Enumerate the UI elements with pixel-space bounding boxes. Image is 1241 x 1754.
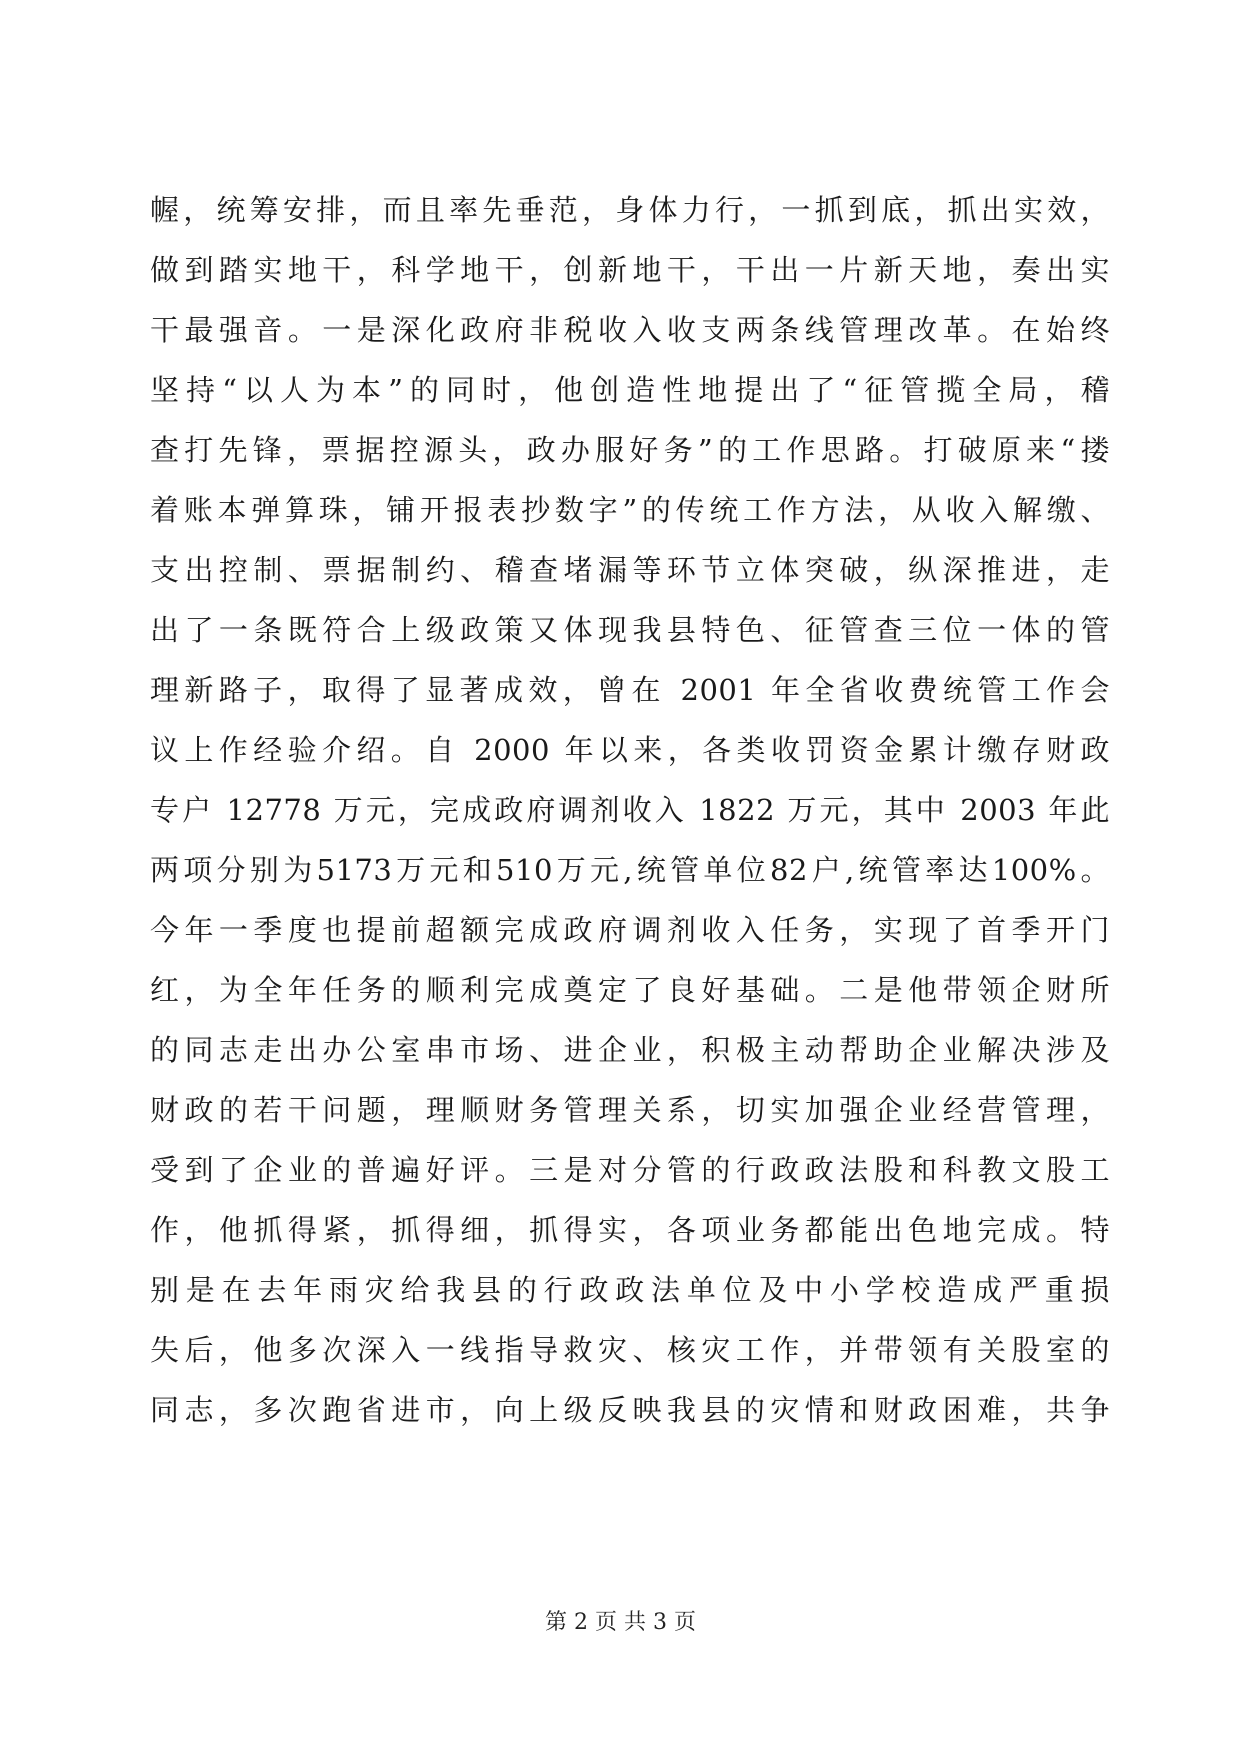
text-line: 查打先锋，票据控源头，政办服好务”的工作思路。打破原来“搂 (150, 433, 1110, 467)
text-line: 出了一条既符合上级政策又体现我县特色、征管查三位一体的管 (150, 613, 1110, 647)
text-line: 的同志走出办公室串市场、进企业，积极主动帮助企业解决涉及 (150, 1033, 1110, 1067)
text-line: 做到踏实地干，科学地干，创新地干，干出一片新天地，奏出实 (150, 253, 1110, 287)
page-number-footer: 第 2 页 共 3 页 (545, 1610, 696, 1635)
text-line: 红，为全年任务的顺利完成奠定了良好基础。二是他带领企财所 (150, 973, 1110, 1007)
text-line: 作，他抓得紧，抓得细，抓得实，各项业务都能出色地完成。特 (150, 1213, 1110, 1247)
text-line: 专户 12778 万元，完成政府调剂收入 1822 万元，其中 2003 年此 (150, 793, 1110, 827)
text-line: 今年一季度也提前超额完成政府调剂收入任务，实现了首季开门 (150, 913, 1110, 947)
text-line: 着账本弹算珠，铺开报表抄数字”的传统工作方法，从收入解缴、 (150, 493, 1110, 527)
text-line: 幄，统筹安排，而且率先垂范，身体力行，一抓到底，抓出实效， (150, 193, 1110, 227)
text-line: 干最强音。一是深化政府非税收入收支两条线管理改革。在始终 (150, 313, 1110, 347)
text-line: 议上作经验介绍。自 2000 年以来，各类收罚资金累计缴存财政 (150, 733, 1110, 767)
text-line: 同志，多次跑省进市，向上级反映我县的灾情和财政困难，共争 (150, 1393, 1110, 1427)
text-line: 坚持“以人为本”的同时，他创造性地提出了“征管揽全局，稽 (150, 373, 1110, 407)
body-text (150, 180, 1110, 1440)
text-line: 理新路子，取得了显著成效，曾在 2001 年全省收费统管工作会 (150, 673, 1110, 707)
text-line: 受到了企业的普遍好评。三是对分管的行政政法股和科教文股工 (150, 1153, 1110, 1187)
text-line: 两项分别为5173万元和510万元,统管单位82户,统管率达100%。 (150, 853, 1110, 887)
text-line: 失后，他多次深入一线指导救灾、核灾工作，并带领有关股室的 (150, 1333, 1110, 1367)
text-line: 支出控制、票据制约、稽查堵漏等环节立体突破，纵深推进，走 (150, 553, 1110, 587)
text-line: 别是在去年雨灾给我县的行政政法单位及中小学校造成严重损 (150, 1273, 1110, 1307)
text-line: 财政的若干问题，理顺财务管理关系，切实加强企业经营管理， (150, 1093, 1110, 1127)
